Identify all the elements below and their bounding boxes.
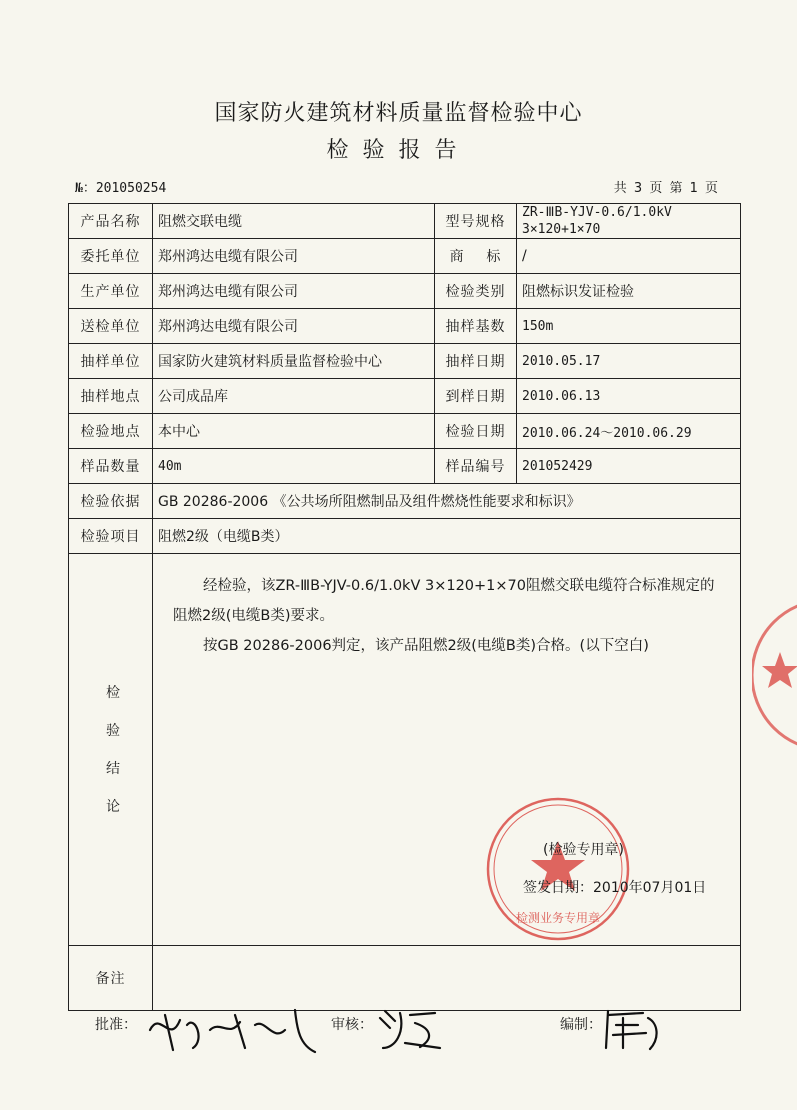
field-value: 郑州鸿达电缆有限公司 xyxy=(153,274,435,309)
basis-label: 检验依据 xyxy=(69,484,153,519)
model-spec-line: 3×120+1×70 xyxy=(522,222,601,237)
field-label: 型号规格 xyxy=(435,204,517,239)
field-label: 生产单位 xyxy=(69,274,153,309)
field-value: 公司成品库 xyxy=(153,379,435,414)
table-row xyxy=(69,274,741,309)
field-label: 商 标 xyxy=(435,239,517,274)
conclusion-label-char: 论 xyxy=(106,798,120,815)
reviewer-signature xyxy=(375,1003,445,1053)
approve-label: 批准： xyxy=(95,1017,137,1033)
field-label: 检验地点 xyxy=(69,414,153,449)
model-spec-line: ZR-ⅢB-YJV-0.6/1.0kV xyxy=(522,205,672,220)
conclusion-label-char: 结 xyxy=(106,760,120,777)
conclusion-paragraph: 按GB 20286-2006判定，该产品阻燃2级(电缆B类)合格。(以下空白) xyxy=(203,638,649,654)
issue-date-value: 2010年07月01日 xyxy=(593,880,707,896)
table-row xyxy=(69,414,741,449)
field-label: 样品编号 xyxy=(435,449,517,484)
model-spec-value xyxy=(517,204,741,239)
conclusion-cell xyxy=(153,554,741,946)
report-number: №：201050254 xyxy=(75,181,167,196)
test-item-value: 阻燃2级（电缆B类） xyxy=(153,519,741,554)
field-label: 样品数量 xyxy=(69,449,153,484)
field-value: 郑州鸿达电缆有限公司 xyxy=(153,239,435,274)
field-label: 抽样基数 xyxy=(435,309,517,344)
field-label: 送检单位 xyxy=(69,309,153,344)
field-value: 150m xyxy=(517,309,741,344)
field-label: 抽样单位 xyxy=(69,344,153,379)
field-value: 2010.05.17 xyxy=(517,344,741,379)
edge-seal-fragment xyxy=(752,590,797,760)
table-row xyxy=(69,449,741,484)
field-value: 国家防火建筑材料质量监督检验中心 xyxy=(153,344,435,379)
table-row xyxy=(69,344,741,379)
field-value: 阻燃标识发证检验 xyxy=(517,274,741,309)
conclusion-label-char: 检 xyxy=(106,684,120,701)
seal-bottom-text: 检测业务专用章 xyxy=(515,911,601,925)
field-value: 阻燃交联电缆 xyxy=(153,204,435,239)
basis-value: GB 20286-2006 《公共场所阻燃制品及组件燃烧性能要求和标识》 xyxy=(153,484,741,519)
issue-date-label: 签发日期： xyxy=(523,880,593,896)
stamp-note: (检验专用章) xyxy=(543,842,624,858)
issue-date-line xyxy=(523,877,706,897)
remark-label: 备注 xyxy=(69,946,153,1011)
field-value: 郑州鸿达电缆有限公司 xyxy=(153,309,435,344)
table-row xyxy=(69,204,741,239)
conclusion-row xyxy=(69,554,741,946)
table-row xyxy=(69,379,741,414)
approver-signature xyxy=(145,1000,325,1060)
field-value: 本中心 xyxy=(153,414,435,449)
field-value: / xyxy=(517,239,741,274)
field-label: 检验日期 xyxy=(435,414,517,449)
field-value: 201052429 xyxy=(517,449,741,484)
field-label: 抽样地点 xyxy=(69,379,153,414)
field-label: 检验类别 xyxy=(435,274,517,309)
field-value: 40m xyxy=(153,449,435,484)
table-row xyxy=(69,309,741,344)
official-seal xyxy=(483,794,633,944)
field-label: 产品名称 xyxy=(69,204,153,239)
org-title: 国家防火建筑材料质量监督检验中心 xyxy=(214,101,583,126)
field-value: 2010.06.24～2010.06.29 xyxy=(517,414,741,449)
field-value: 2010.06.13 xyxy=(517,379,741,414)
report-table xyxy=(68,203,741,1011)
conclusion-label xyxy=(69,554,153,946)
field-label: 到样日期 xyxy=(435,379,517,414)
compiler-signature xyxy=(598,1003,668,1053)
field-label: 抽样日期 xyxy=(435,344,517,379)
table-row xyxy=(69,484,741,519)
page-count: 共 3 页 第 1 页 xyxy=(613,181,718,196)
table-row xyxy=(69,239,741,274)
compile-label: 编制： xyxy=(560,1017,602,1033)
conclusion-paragraph: 经检验，该ZR-ⅢB-YJV-0.6/1.0kV 3×120+1×70阻燃交联电缆符合标准规定的阻燃2级(电缆B类)要求。 xyxy=(173,578,715,624)
review-label: 审核： xyxy=(331,1017,373,1033)
doc-title: 检验报告 xyxy=(326,138,471,163)
conclusion-label-char: 验 xyxy=(106,722,120,739)
table-row xyxy=(69,519,741,554)
test-item-label: 检验项目 xyxy=(69,519,153,554)
field-label: 委托单位 xyxy=(69,239,153,274)
